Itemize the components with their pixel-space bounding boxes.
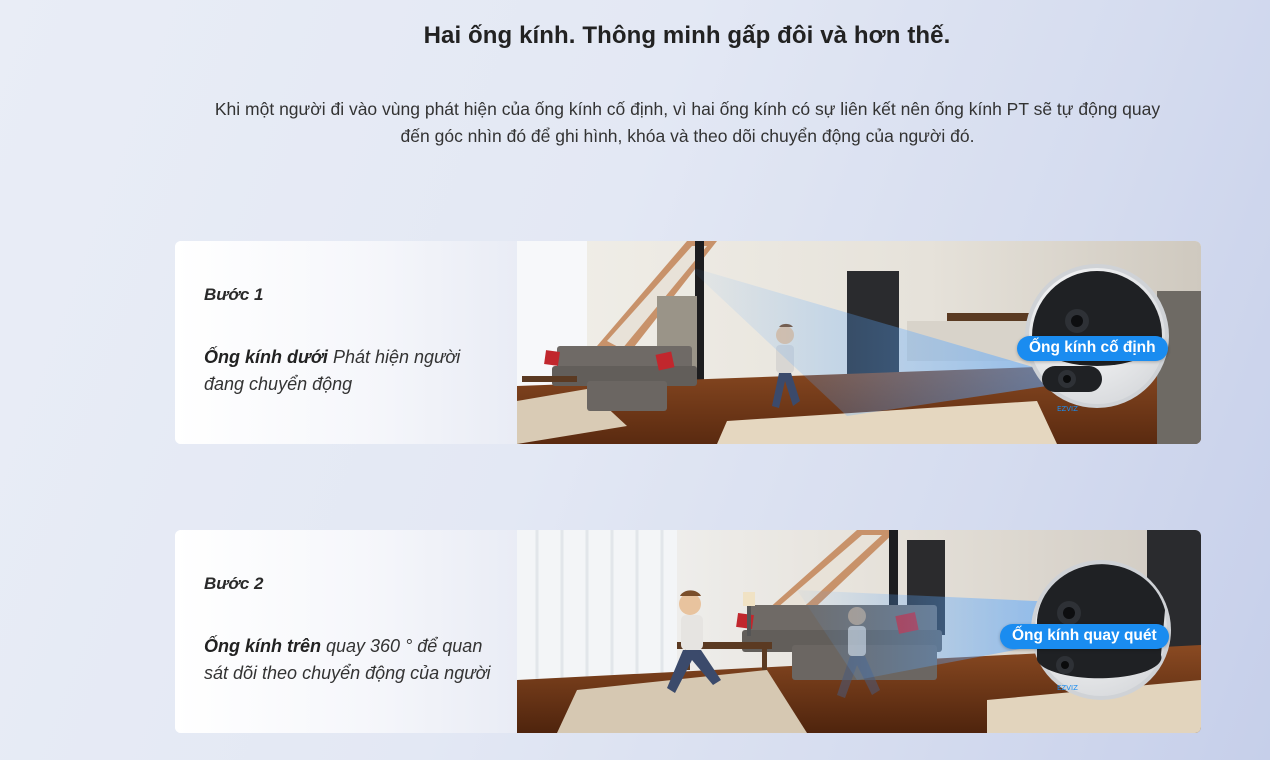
step-1-lens-action: Phát hiện người đang chuyển động bbox=[204, 347, 461, 394]
step-2-description bbox=[204, 633, 504, 687]
step-2-label: Bước 2 bbox=[204, 574, 264, 593]
section-title: Hai ống kính. Thông minh gấp đôi và hơn thế. bbox=[423, 22, 951, 50]
step-2-card bbox=[175, 530, 1201, 733]
step-1-label: Bước 1 bbox=[204, 285, 264, 304]
step-1-card bbox=[175, 241, 1201, 444]
step-2-text-panel bbox=[175, 530, 517, 733]
step-1-image bbox=[517, 241, 1201, 444]
step-1-description bbox=[204, 344, 504, 398]
step-2-lens-name: Ống kính trên bbox=[204, 636, 321, 656]
svg-text:EZVIZ: EZVIZ bbox=[1057, 684, 1078, 692]
svg-text:EZVIZ: EZVIZ bbox=[1057, 405, 1078, 413]
pan-tilt-lens-badge: Ống kính quay quét bbox=[1000, 624, 1169, 649]
step-1-text-panel bbox=[175, 241, 517, 444]
step-2-lens-action: quay 360 ° để quan sát dõi theo chuyển động của người bbox=[204, 636, 491, 683]
section-description: Khi một người đi vào vùng phát hiện của ống kính cố định, vì hai ống kính có sự liên kết nên ống kính PT sẽ tự động quay đến góc nhìn đó để ghi hình, khóa và theo dõi chuyển động của người đó. bbox=[214, 98, 1161, 146]
fixed-lens-badge: Ống kính cố định bbox=[1017, 336, 1168, 361]
step-2-image bbox=[517, 530, 1201, 733]
step-1-lens-name: Ống kính dưới bbox=[204, 347, 328, 367]
